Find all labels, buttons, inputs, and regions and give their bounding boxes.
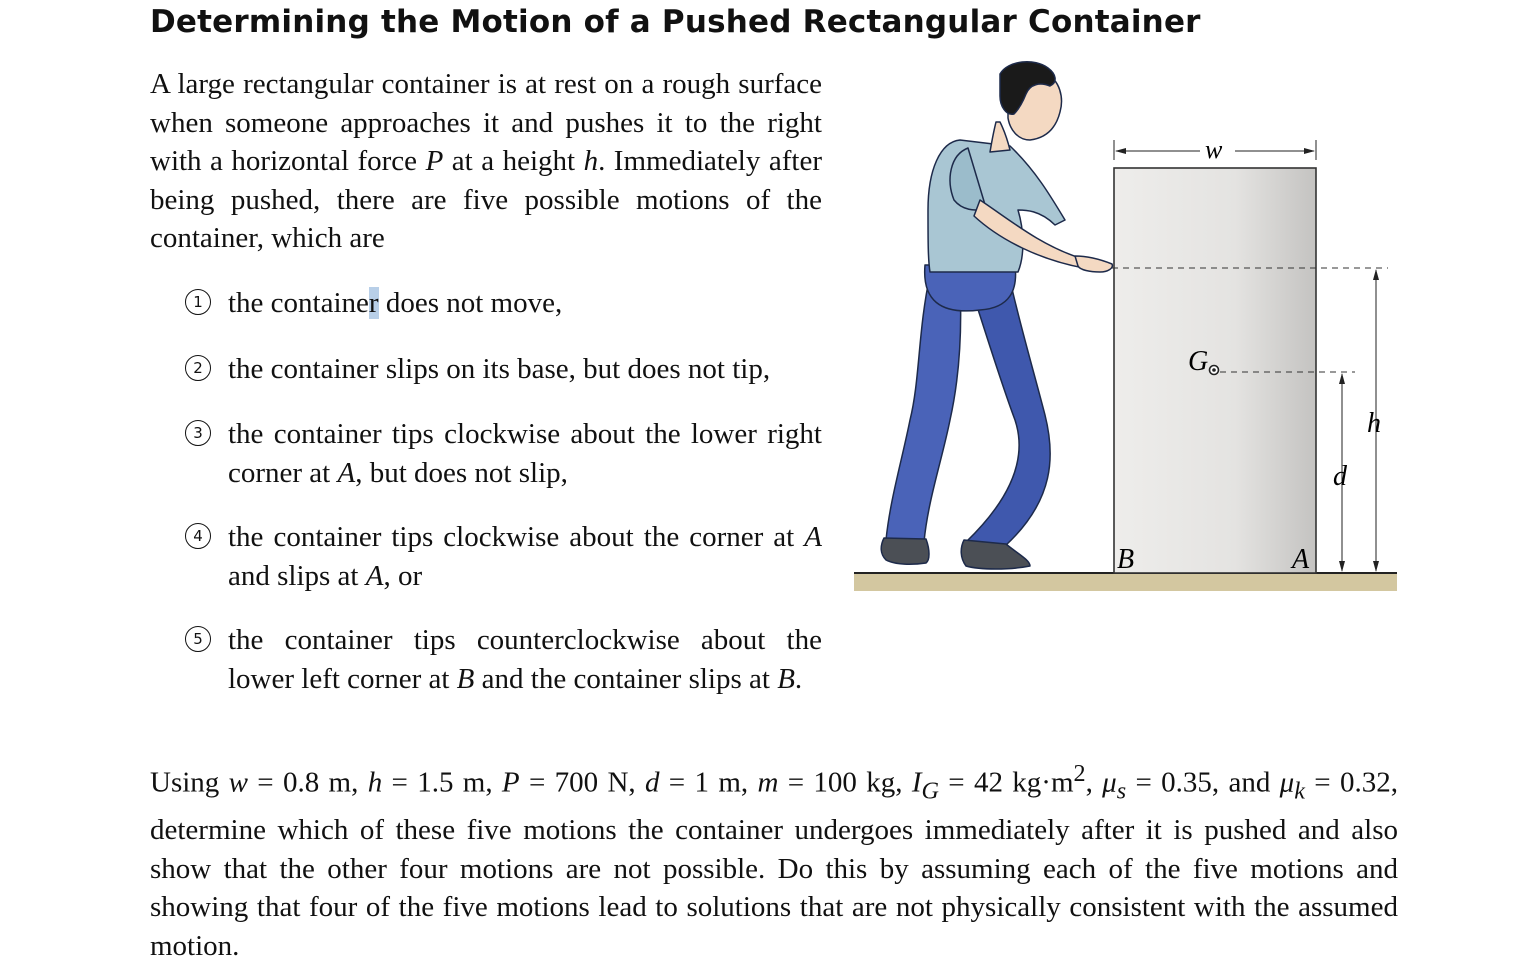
intro-text-3: . Immediately after being pushed, there are five possible motions of the container, which are [150,145,822,255]
page-title: Determining the Motion of a Pushed Rectangular Container [150,4,1201,40]
label-B: B [1117,544,1135,575]
var-h: h [583,145,599,178]
w-arrow-right [1304,148,1315,154]
d-arrow-bottom [1339,561,1345,572]
d-arrow-top [1339,373,1345,384]
motion-number-4: 4 [185,523,211,549]
text-cursor-highlight: r [368,287,379,319]
motion-number-2: 2 [185,355,211,381]
h-arrow-bottom [1373,561,1379,572]
motion-text-5: the container tips counterclockwise about the lower left corner at B and the container slips at B. [228,624,822,695]
center-of-mass-dot [1212,368,1216,372]
problem-statement: Using w = 0.8 m, h = 1.5 m, P = 700 N, d = 1 m, m = 100 kg, $I_G = 42$ $kg\cdot m^2$, $\mu_s = 0.35$, and $\mu_k = 0.32$, determine which of these five motions the container undergoes immediately after it is pushed and also show that the other four motions are not possible. Do this by assuming each of the five motions and showing that four of the five motions lead to solutions that are not physically consistent with the assumed motion. [150,760,1398,962]
intro-text-2: at a height [443,145,584,178]
motion-text-3: the container tips clockwise about the lower right corner at A, but does not slip, [228,418,822,489]
label-h: h [1367,408,1381,439]
intro-text-1: A large rectangular container is at rest on a rough surface when someone approaches it and pushes it to the right with a horizontal force [150,68,822,178]
intro-paragraph [150,65,822,258]
w-arrow-left [1115,148,1126,154]
label-G: G [1188,346,1209,377]
motion-text-4: the container tips clockwise about the corner at A and slips at A, or [228,521,822,592]
motion-text-1: the container does not move, [228,287,563,319]
h-arrow-top [1373,269,1379,280]
motion-text-2: the container slips on its base, but does not tip, [228,353,771,385]
motion-number-5: 5 [185,626,211,652]
motion-number-1: 1 [185,289,211,315]
label-d: d [1333,461,1347,492]
label-w: w [1205,135,1223,164]
person-pushing [881,62,1112,569]
figure-container-diagram [850,60,1410,600]
label-A: A [1292,544,1310,575]
var-P: P [425,145,444,178]
motion-number-3: 3 [185,420,211,446]
